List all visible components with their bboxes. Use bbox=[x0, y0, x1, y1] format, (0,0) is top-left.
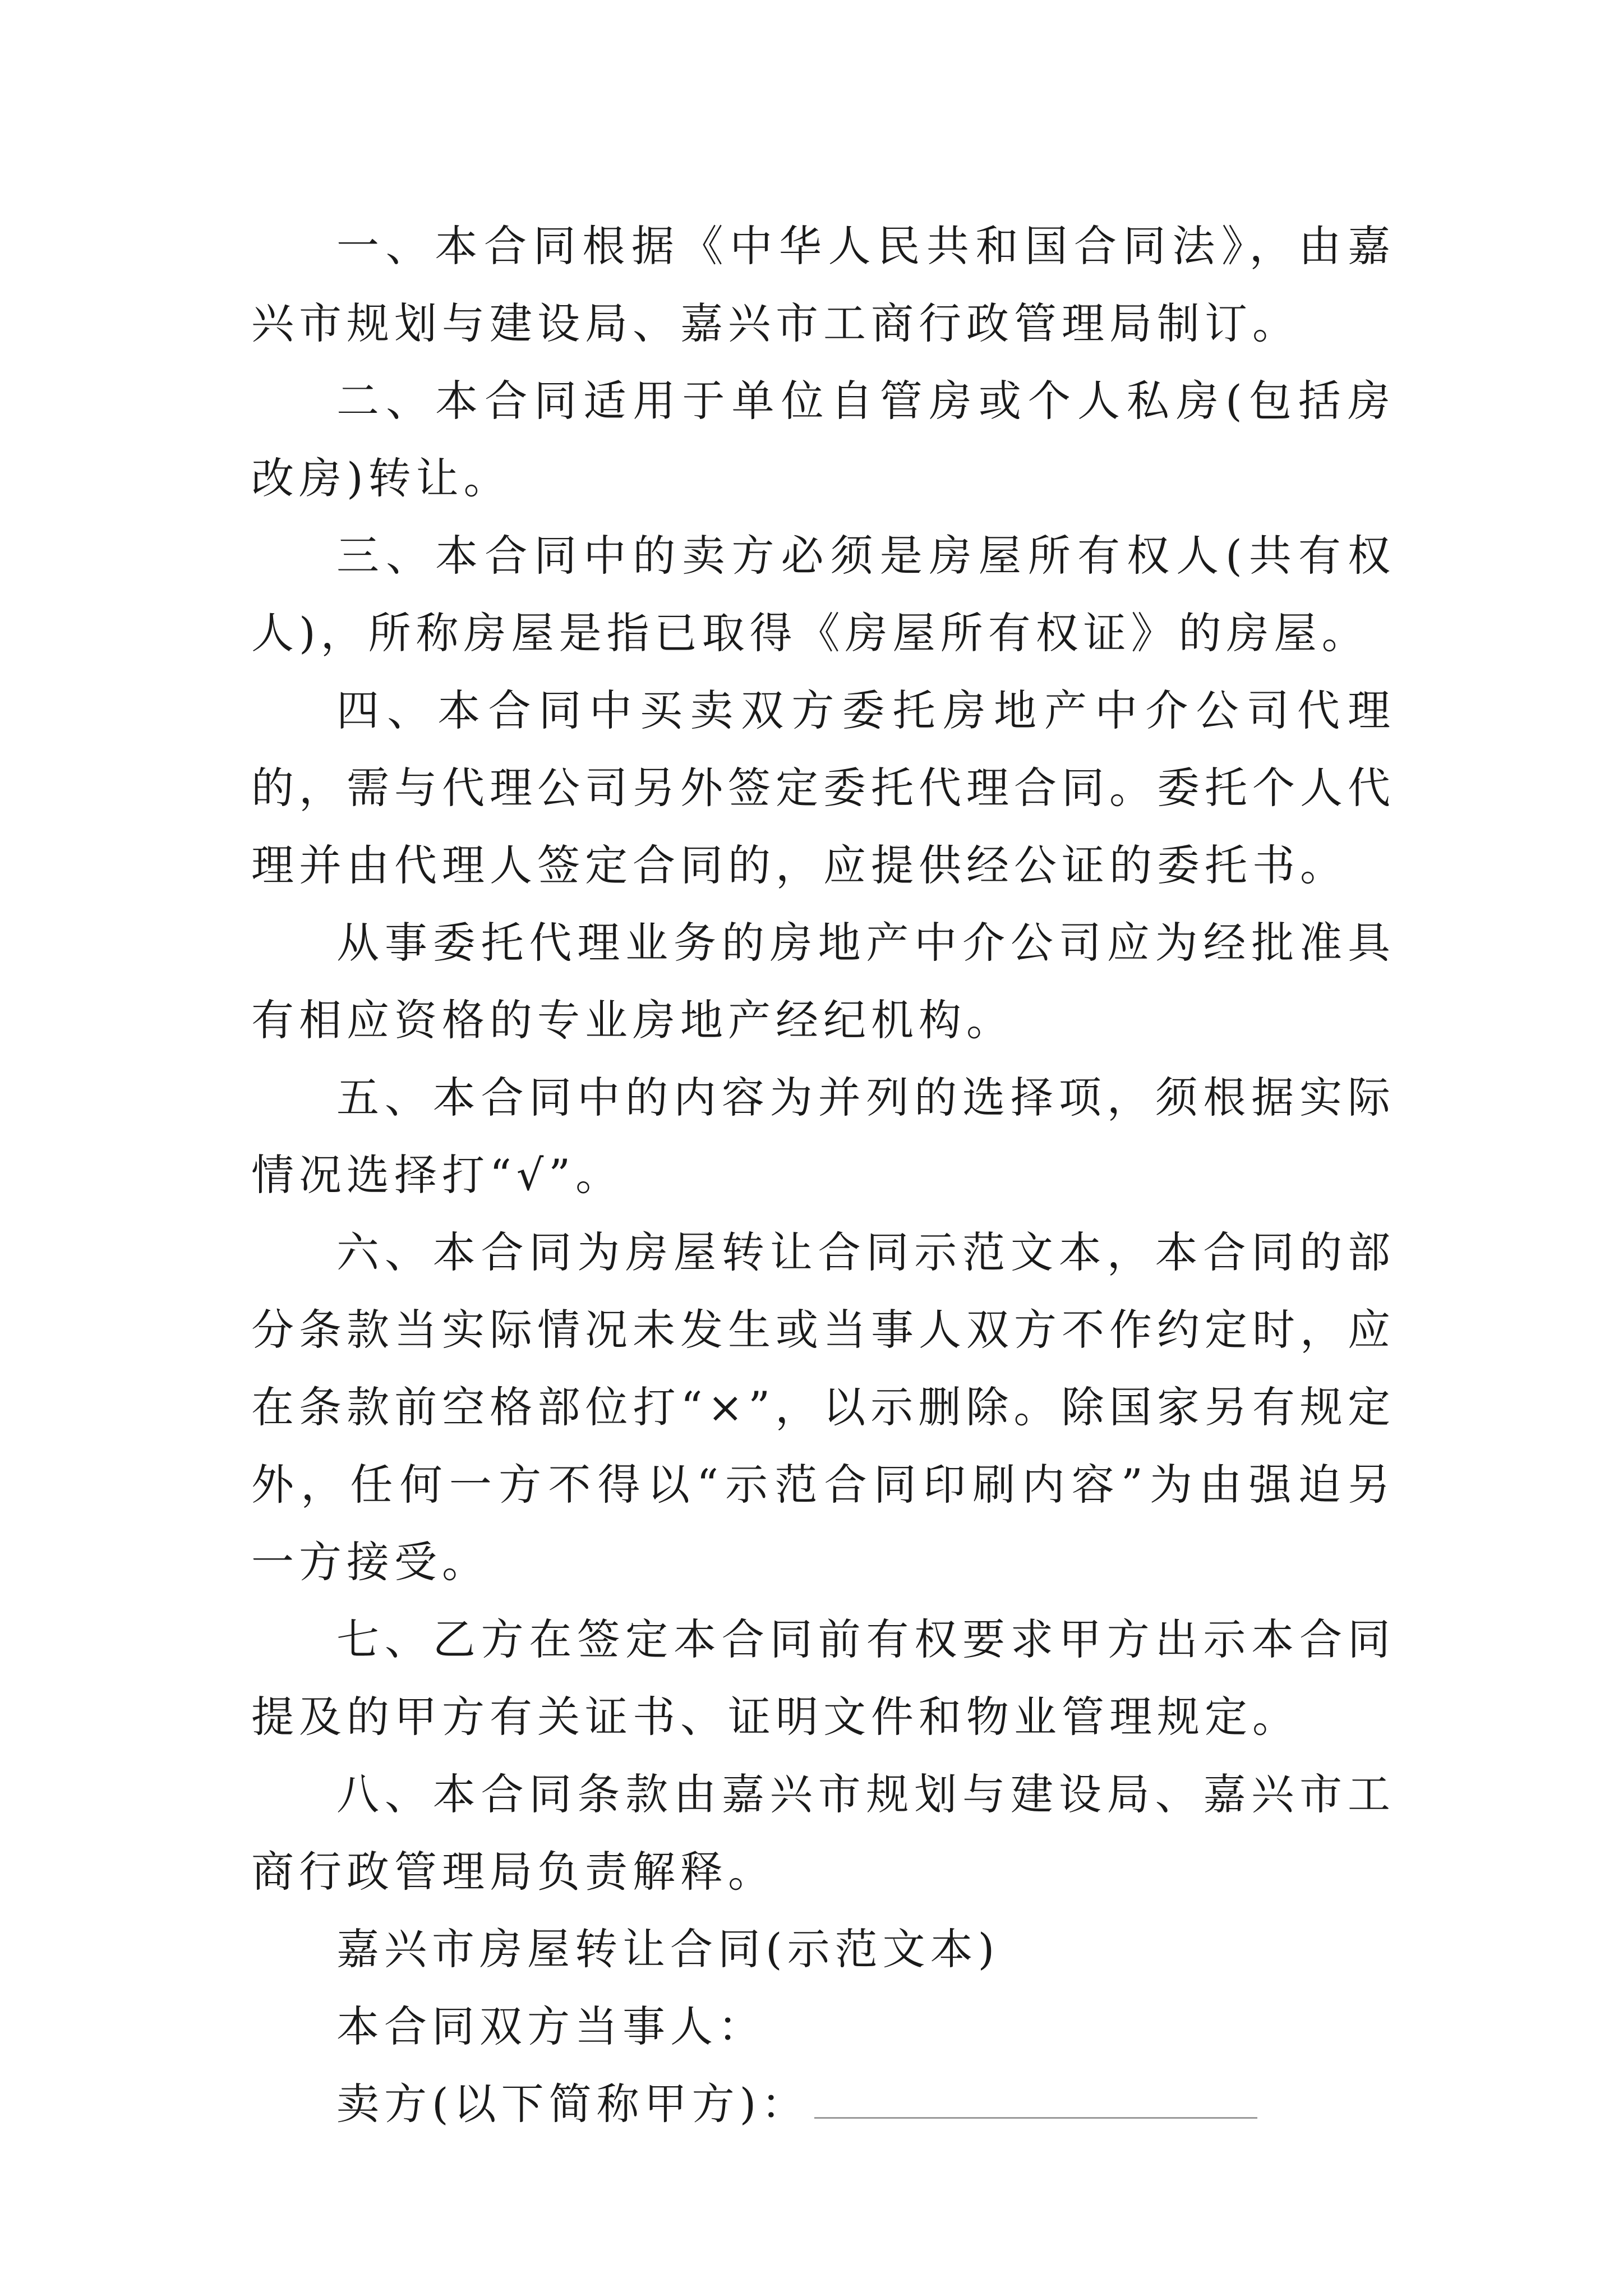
clause-7: 七、乙方在签定本合同前有权要求甲方出示本合同提及的甲方有关证书、证明文件和物业管理规定。 bbox=[251, 1614, 1395, 1742]
clause-6: 六、本合同为房屋转让合同示范文本，本合同的部分条款当实际情况未发生或当事人双方不作约定时，应在条款前空格部位打“×”，以示删除。除国家另有规定外，任何一方不得以“示范合同印刷内容”为由强迫另一方接受。 bbox=[251, 1227, 1395, 1587]
clause-8: 八、本合同条款由嘉兴市规划与建设局、嘉兴市工商行政管理局负责解释。 bbox=[251, 1769, 1395, 1897]
contract-title: 嘉兴市房屋转让合同(示范文本) bbox=[336, 1924, 1000, 1974]
clause-4-note: 从事委托代理业务的房地产中介公司应为经批准具有相应资格的专业房地产经纪机构。 bbox=[251, 918, 1395, 1045]
clause-2: 二、本合同适用于单位自管房或个人私房(包括房改房)转让。 bbox=[251, 376, 1395, 503]
seller-label: 卖方(以下简称甲方)： bbox=[336, 2079, 809, 2129]
seller-blank-field[interactable] bbox=[814, 2083, 1257, 2119]
parties-heading: 本合同双方当事人： bbox=[336, 2001, 766, 2051]
clause-4: 四、本合同中买卖双方委托房地产中介公司代理的，需与代理公司另外签定委托代理合同。委托个人代理并由代理人签定合同的，应提供经公证的委托书。 bbox=[251, 685, 1395, 890]
clause-1: 一、本合同根据《中华人民共和国合同法》，由嘉兴市规划与建设局、嘉兴市工商行政管理局制订。 bbox=[251, 221, 1395, 348]
seller-line bbox=[251, 2065, 1395, 2143]
clause-5: 五、本合同中的内容为并列的选择项，须根据实际情况选择打“√”。 bbox=[251, 1073, 1395, 1200]
document-page bbox=[251, 208, 1395, 2143]
clause-3: 三、本合同中的卖方必须是房屋所有权人(共有权人)，所称房屋是指已取得《房屋所有权证》的房屋。 bbox=[251, 531, 1395, 658]
